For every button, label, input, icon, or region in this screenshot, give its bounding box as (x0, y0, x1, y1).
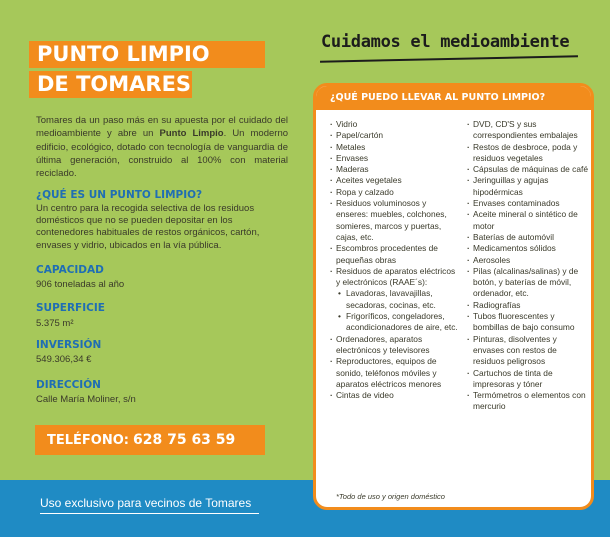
list-item: · Aceites vegetales (330, 175, 458, 186)
phone-number-link[interactable]: 628 75 63 59 (132, 432, 236, 448)
list-item: · Escombros procedentes de pequeñas obras (330, 243, 458, 266)
list-item: · Restos de desbroce, poda y residuos vegetales (467, 142, 589, 165)
list-item: · DVD, CD'S y sus correspondientes embalajes (467, 119, 589, 142)
list-item: · Residuos voluminosos y enseres: muebles, colchones, somieres, marcos y puertas, cajas, etc. (330, 198, 458, 243)
list-item: · Envases contaminados (467, 198, 589, 209)
phone-label: TELÉFONO: (47, 432, 129, 448)
list-item: · Maderas (330, 164, 458, 175)
que-es-text: Un centro para la recogida selectiva de los residuos domésticos que no se pueden depositar en los contenedores habituales de restos orgánicos, cartón, envases y vidrio, ubicados en la vía pública. (36, 203, 260, 251)
list-subitem: • Frigoríficos, congeladores, acondicionadores de aire, etc. (330, 311, 458, 334)
superficie-value: 5.375 m² (36, 318, 74, 329)
list-item: · Vidrio (330, 119, 458, 130)
inversion-heading: INVERSIÓN (36, 339, 102, 351)
items-left-column (330, 119, 458, 401)
panel-heading: ¿QUÉ PUEDO LLEVAR AL PUNTO LIMPIO? (316, 86, 591, 110)
list-item: · Cintas de video (330, 390, 458, 401)
cuidamos-heading: Cuidamos el medioambiente (321, 32, 570, 52)
direccion-heading: DIRECCIÓN (36, 379, 101, 391)
list-item: · Jeringuillas y agujas hipodérmicas (467, 175, 589, 198)
inversion-value: 549.306,34 € (36, 354, 92, 365)
list-item: · Metales (330, 142, 458, 153)
list-item: · Radiografías (467, 300, 589, 311)
list-item: · Ordenadores, aparatos electrónicos y televisores (330, 334, 458, 357)
list-item: · Reproductores, equipos de sonido, teléfonos móviles y aparatos eléctricos menores (330, 356, 458, 390)
items-right-column (467, 119, 589, 413)
items-panel (313, 83, 594, 510)
list-item: · Papel/cartón (330, 130, 458, 141)
list-item: · Tubos fluorescentes y bombillas de bajo consumo (467, 311, 589, 334)
title-line-2: DE TOMARES (29, 71, 192, 98)
footnote: *Todo de uso y origen doméstico (336, 492, 445, 501)
que-es-heading: ¿QUÉ ES UN PUNTO LIMPIO? (36, 189, 203, 201)
capacidad-heading: CAPACIDAD (36, 264, 104, 276)
direccion-value: Calle María Moliner, s/n (36, 394, 136, 405)
list-item: · Aerosoles (467, 255, 589, 266)
list-item: · Pinturas, disolventes y envases con restos de residuos peligrosos (467, 334, 589, 368)
list-item: · Pilas (alcalinas/salinas) y de botón, y baterías de móvil, ordenador, etc. (467, 266, 589, 300)
list-item: · Aceite mineral o sintético de motor (467, 209, 589, 232)
list-item: · Residuos de aparatos eléctricos y electrónicos (RAAE´s): (330, 266, 458, 289)
superficie-heading: SUPERFICIE (36, 302, 105, 314)
list-item: · Ropa y calzado (330, 187, 458, 198)
page-title (29, 41, 265, 98)
list-item: · Baterías de automóvil (467, 232, 589, 243)
list-item: · Cartuchos de tinta de impresoras y tóner (467, 368, 589, 391)
list-subitem: • Lavadoras, lavavajillas, secadoras, cocinas, etc. (330, 288, 458, 311)
title-line-1: PUNTO LIMPIO (29, 41, 265, 68)
intro-paragraph: Tomares da un paso más en su apuesta por el cuidado del medioambiente y abre un Punto Limpio. Un moderno edificio, ecológico, dotado con tecnología de vanguardia de última generación, construido al 100% con material reciclado. (36, 115, 289, 180)
footer-text: Uso exclusivo para vecinos de Tomares (40, 496, 259, 514)
underline-divider (320, 55, 578, 62)
list-item: · Medicamentos sólidos (467, 243, 589, 254)
list-item: · Termómetros o elementos con mercurio (467, 390, 589, 413)
list-item: · Envases (330, 153, 458, 164)
phone-box (35, 425, 265, 455)
capacidad-value: 906 toneladas al año (36, 279, 125, 290)
list-item: · Cápsulas de máquinas de café (467, 164, 589, 175)
